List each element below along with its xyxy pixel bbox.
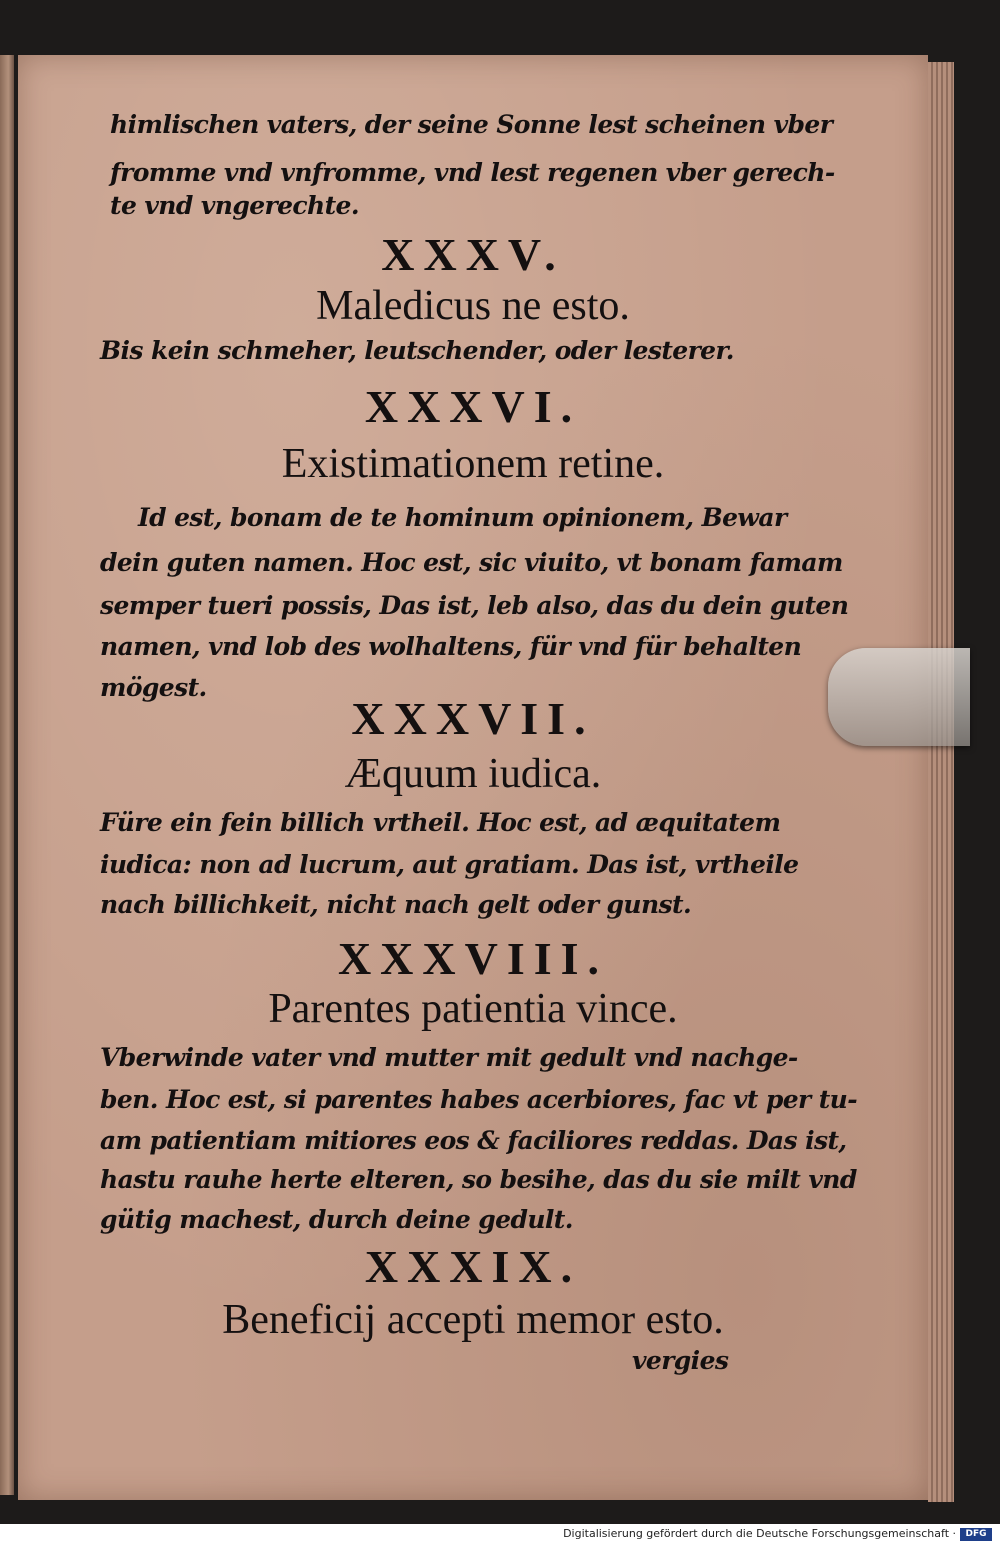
text-line: gütig machest, durch deine gedult. [100,1205,573,1234]
text-line: Bis kein schmeher, leutschender, oder lesterer. [100,336,734,365]
text-line: fromme vnd vnfromme, vnd lest regenen vber gerech- [110,158,835,187]
text-line: Füre ein fein billich vrtheil. Hoc est, ad æquitatem [100,808,781,837]
section-heading: Æquum iudica. [344,751,602,797]
text-line: ben. Hoc est, si parentes habes acerbiores, fac vt per tu- [100,1085,858,1114]
text-line: Id est, bonam de te hominum opinionem, Bewar [138,503,787,532]
text-line: dein guten namen. Hoc est, sic viuito, vt bonam famam [100,548,843,577]
section-numeral: XXXVIII. [337,933,609,984]
section-numeral: XXXIX. [364,1241,582,1292]
section-numeral: XXXVII. [351,693,595,744]
page-stack-edge [928,62,954,1502]
section-heading: Beneficij accepti memor esto. [222,1297,724,1343]
text-line: mögest. [100,673,207,702]
dfg-logo-icon: DFG [960,1528,992,1541]
section-heading: Parentes patientia vince. [268,986,678,1032]
section-numeral: XXXV. [381,229,565,280]
section-heading: Existimationem retine. [281,441,665,487]
funding-notice: Digitalisierung gefördert durch die Deutsche Forschungsgemeinschaft · [563,1527,956,1540]
footer-bar [0,1524,1000,1545]
text-line: himlischen vaters, der seine Sonne lest scheinen vber [110,110,833,139]
text-line: iudica: non ad lucrum, aut gratiam. Das ist, vrtheile [100,850,799,879]
text-line: am patientiam mitiores eos & faciliores reddas. Das ist, [100,1126,847,1155]
text-line: te vnd vngerechte. [110,191,359,220]
text-line: Vberwinde vater vnd mutter mit gedult vnd nachge- [100,1043,798,1072]
text-line: semper tueri possis, Das ist, leb also, das du dein guten [100,591,849,620]
text-line: hastu rauhe herte elteren, so besihe, das du sie milt vnd [100,1165,857,1194]
catchword: vergies [632,1346,729,1375]
left-page-edge [0,55,14,1495]
section-numeral: XXXVI. [364,381,582,432]
text-line: namen, vnd lob des wolhaltens, für vnd für behalten [100,632,802,661]
text-line: nach billichkeit, nicht nach gelt oder gunst. [100,890,692,919]
section-heading: Maledicus ne esto. [316,283,630,329]
